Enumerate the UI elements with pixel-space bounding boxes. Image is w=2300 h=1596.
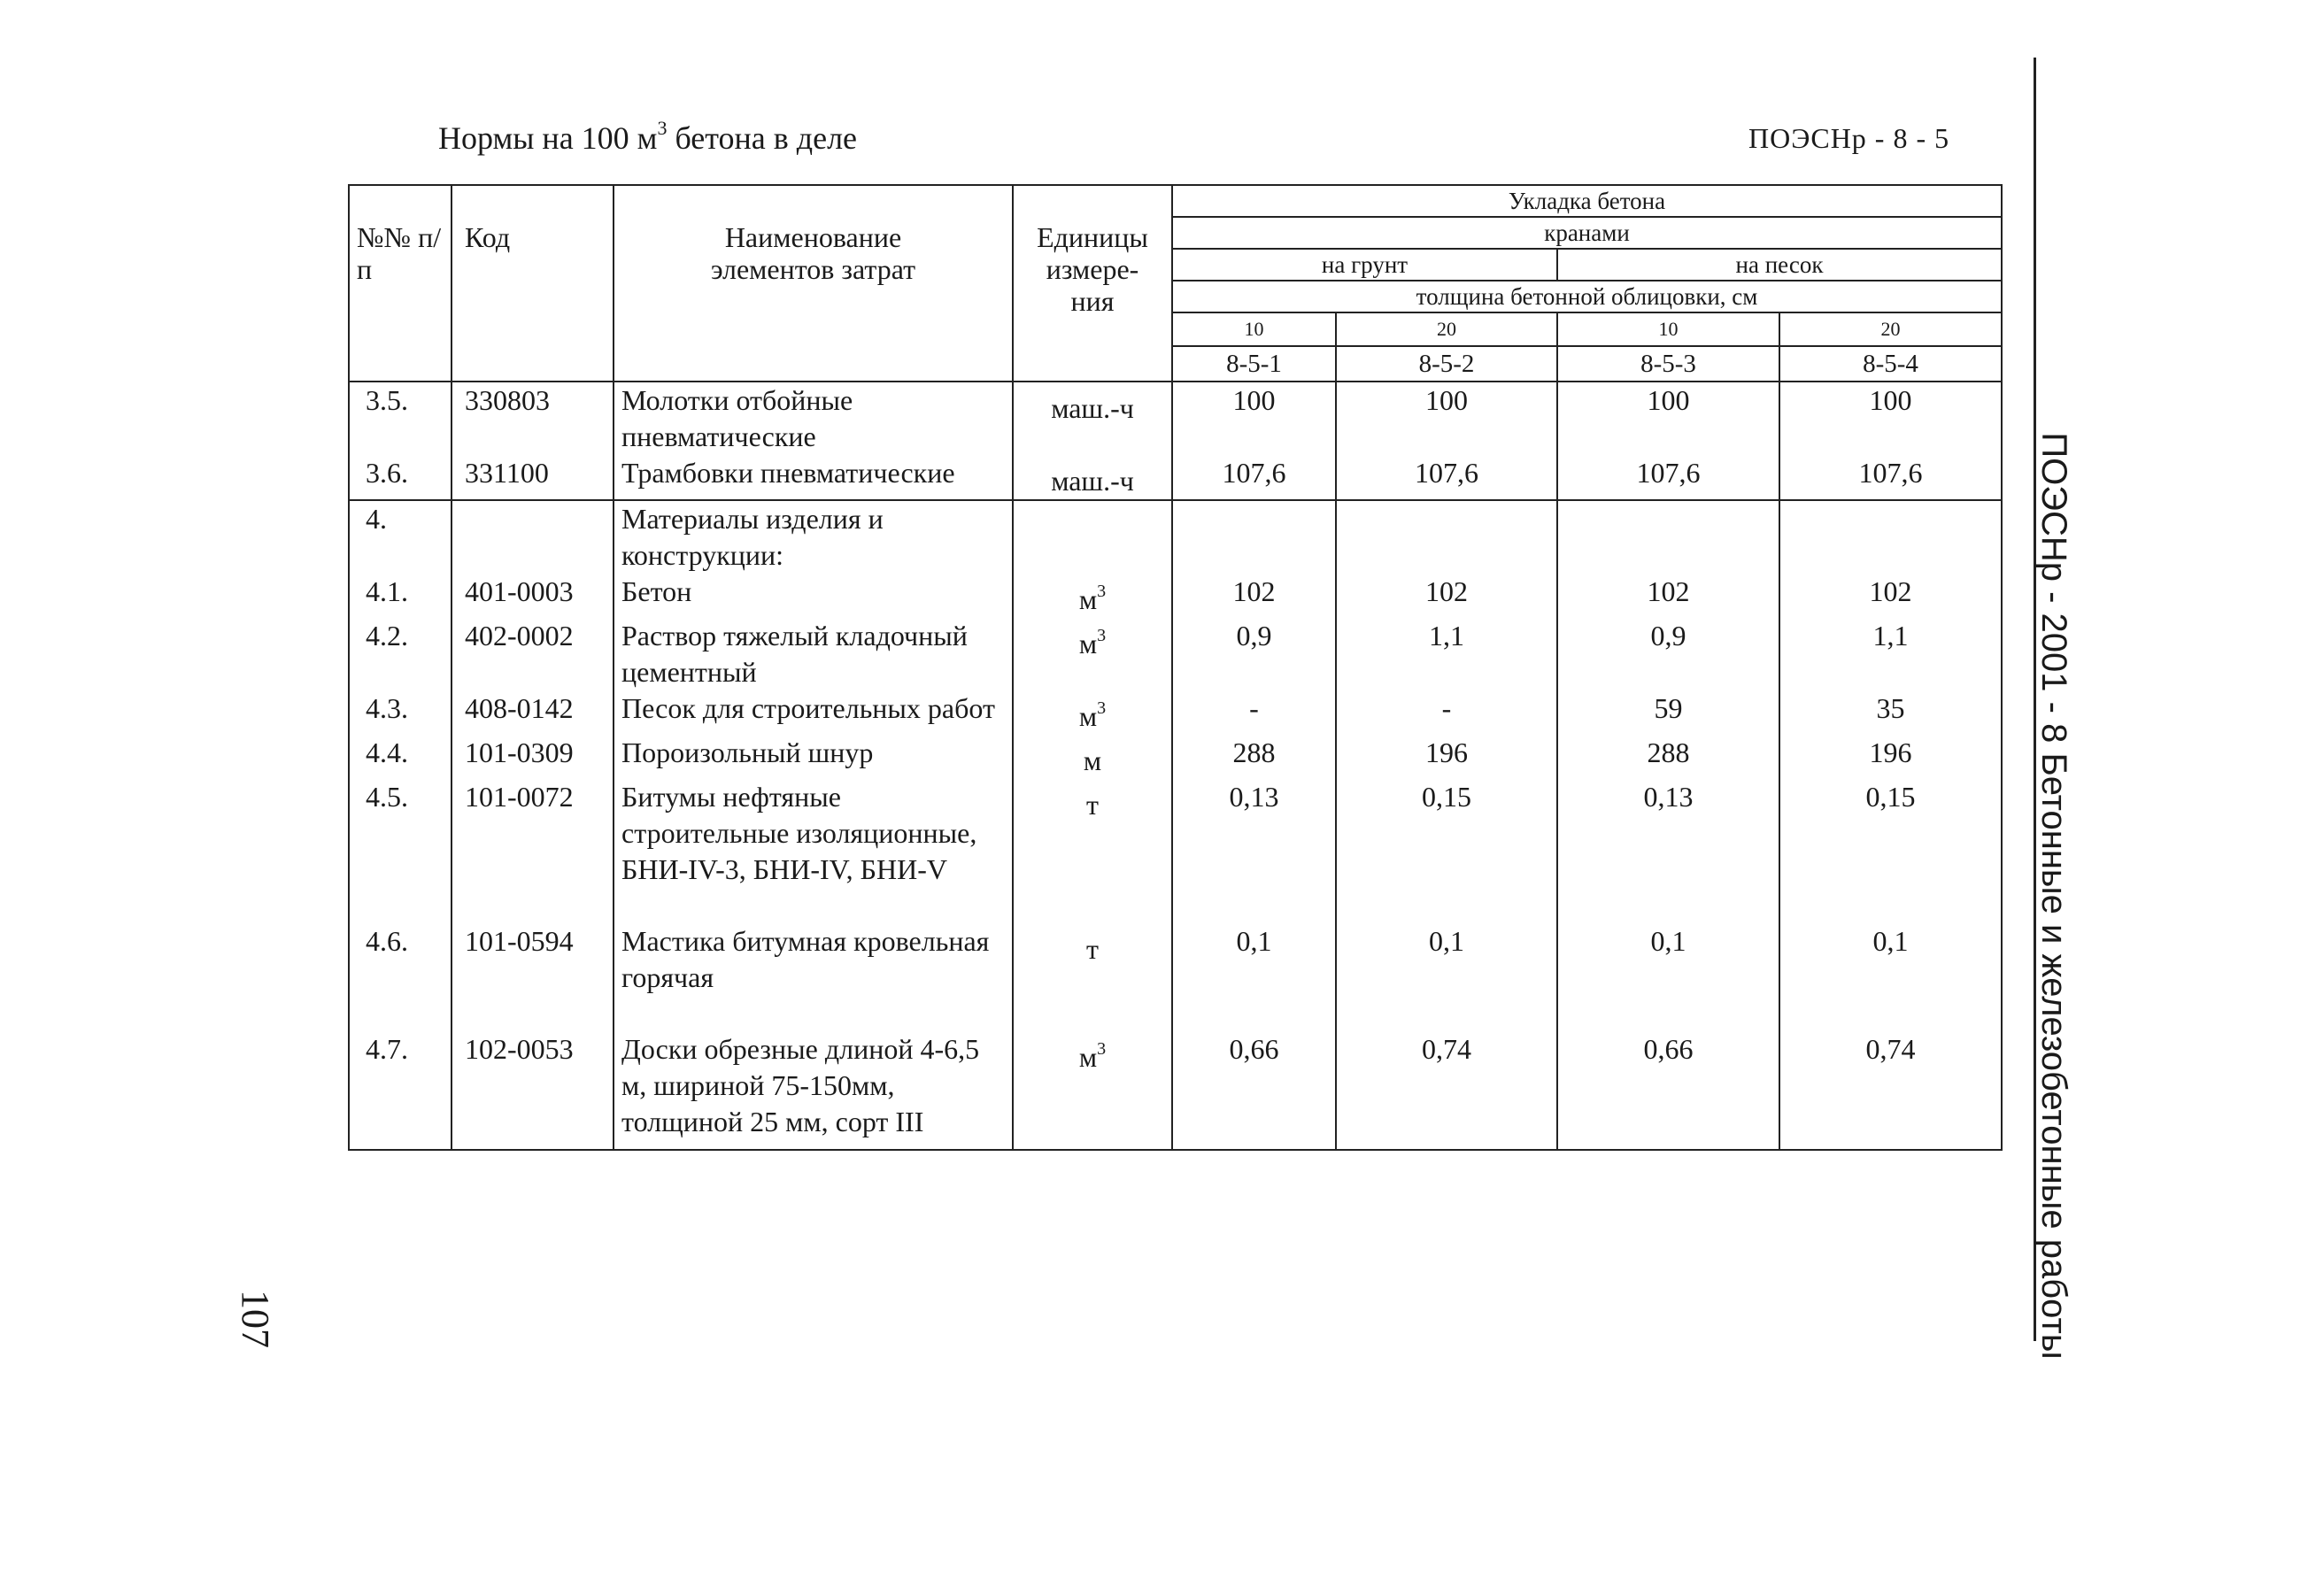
row-name: Пороизольный шнур <box>614 735 1013 779</box>
row-value-4: 102 <box>1779 574 2002 618</box>
row-value-4: 35 <box>1779 690 2002 735</box>
table-header <box>349 185 2002 382</box>
header-code: Код <box>452 185 614 382</box>
row-num: 3.6. <box>349 455 452 500</box>
page-number: 107 <box>234 1290 277 1348</box>
row-value-1: 107,6 <box>1172 455 1336 500</box>
row-value-1: 0,66 <box>1172 1031 1336 1150</box>
header-thickness-3: 10 <box>1557 312 1779 346</box>
row-name: Трамбовки пневматические <box>614 455 1013 500</box>
unit-text: маш.-ч <box>1051 465 1134 497</box>
header-thickness-4: 20 <box>1779 312 2002 346</box>
row-unit <box>1013 779 1172 923</box>
row-value-1: 0,13 <box>1172 779 1336 923</box>
row-name: Песок для строительных работ <box>614 690 1013 735</box>
row-num: 4.2. <box>349 618 452 690</box>
row-value-2 <box>1336 500 1557 574</box>
row-unit <box>1013 923 1172 1031</box>
row-value-3: 0,9 <box>1557 618 1779 690</box>
row-value-3: 0,66 <box>1557 1031 1779 1150</box>
row-value-1: - <box>1172 690 1336 735</box>
unit-text: маш.-ч <box>1051 392 1134 424</box>
unit-superscript: 3 <box>1097 1039 1107 1059</box>
side-section-title: ПОЭСНр - 2001 - 8 Бетонные и железобетонные работы <box>2034 432 2073 1360</box>
unit-text: т <box>1086 789 1099 821</box>
row-value-4: 0,1 <box>1779 923 2002 1031</box>
table-row <box>349 779 2002 923</box>
table-row <box>349 735 2002 779</box>
unit-text: м <box>1078 1041 1098 1073</box>
header-col-code-4: 8-5-4 <box>1779 346 2002 382</box>
row-code: 402-0002 <box>452 618 614 690</box>
row-code: 101-0594 <box>452 923 614 1031</box>
row-value-4: 196 <box>1779 735 2002 779</box>
row-name: Битумы нефтяные строительные изоляционные, БНИ-IV-3, БНИ-IV, БНИ-V <box>614 779 1013 923</box>
row-unit <box>1013 574 1172 618</box>
row-value-1: 102 <box>1172 574 1336 618</box>
row-unit <box>1013 455 1172 500</box>
table-body <box>349 382 2002 1150</box>
unit-text: т <box>1086 933 1099 965</box>
row-value-2: 0,1 <box>1336 923 1557 1031</box>
unit-superscript: 3 <box>1097 698 1107 718</box>
header-thickness-1: 10 <box>1172 312 1336 346</box>
row-unit <box>1013 735 1172 779</box>
row-value-3: 102 <box>1557 574 1779 618</box>
table-row <box>349 500 2002 574</box>
table-row <box>349 382 2002 455</box>
page-title <box>438 117 857 157</box>
row-name: Раствор тяжелый кладочный цементный <box>614 618 1013 690</box>
unit-text: м <box>1083 744 1102 776</box>
row-value-2: 1,1 <box>1336 618 1557 690</box>
row-name: Материалы изделия и конструкции: <box>614 500 1013 574</box>
title-superscript: 3 <box>657 117 668 139</box>
row-num: 4.4. <box>349 735 452 779</box>
row-value-2: 0,15 <box>1336 779 1557 923</box>
row-unit <box>1013 382 1172 455</box>
row-code: 101-0309 <box>452 735 614 779</box>
row-num: 4.1. <box>349 574 452 618</box>
row-num: 4.3. <box>349 690 452 735</box>
row-value-2: 0,74 <box>1336 1031 1557 1150</box>
unit-text: м <box>1078 583 1098 615</box>
row-code: 401-0003 <box>452 574 614 618</box>
row-num: 4.5. <box>349 779 452 923</box>
row-code: 101-0072 <box>452 779 614 923</box>
header-subgroup: кранами <box>1172 217 2002 249</box>
row-name: Молотки отбойные пневматические <box>614 382 1013 455</box>
row-value-4: 0,74 <box>1779 1031 2002 1150</box>
unit-text: м <box>1078 700 1098 732</box>
row-name: Бетон <box>614 574 1013 618</box>
unit-text: м <box>1078 628 1098 659</box>
row-value-1: 100 <box>1172 382 1336 455</box>
header-col-code-1: 8-5-1 <box>1172 346 1336 382</box>
row-value-3: 100 <box>1557 382 1779 455</box>
header-col-code-2: 8-5-2 <box>1336 346 1557 382</box>
header-num: №№ п/п <box>349 185 452 382</box>
row-value-3: 107,6 <box>1557 455 1779 500</box>
row-num: 3.5. <box>349 382 452 455</box>
table-code: ПОЭСНр - 8 - 5 <box>1748 122 1950 154</box>
row-value-1 <box>1172 500 1336 574</box>
table-row <box>349 923 2002 1031</box>
row-value-2: 102 <box>1336 574 1557 618</box>
header-unit: Единицы измере-ния <box>1013 185 1172 382</box>
header-thickness-2: 20 <box>1336 312 1557 346</box>
row-unit <box>1013 500 1172 574</box>
row-code <box>452 500 614 574</box>
title-prefix: Нормы на 100 м <box>438 120 658 156</box>
header-on-sand: на песок <box>1557 249 2002 281</box>
header-on-ground: на грунт <box>1172 249 1557 281</box>
row-value-4: 0,15 <box>1779 779 2002 923</box>
row-value-2: 196 <box>1336 735 1557 779</box>
row-value-4: 1,1 <box>1779 618 2002 690</box>
row-unit <box>1013 1031 1172 1150</box>
table-row <box>349 690 2002 735</box>
norms-table <box>348 184 2003 1151</box>
row-code: 330803 <box>452 382 614 455</box>
row-value-4: 100 <box>1779 382 2002 455</box>
row-name: Доски обрезные длиной 4-6,5 м, шириной 75-150мм, толщиной 25 мм, сорт III <box>614 1031 1013 1150</box>
row-value-3: 0,1 <box>1557 923 1779 1031</box>
row-code: 331100 <box>452 455 614 500</box>
header-group: Укладка бетона <box>1172 185 2002 217</box>
unit-superscript: 3 <box>1097 582 1107 601</box>
row-value-1: 0,9 <box>1172 618 1336 690</box>
row-value-2: - <box>1336 690 1557 735</box>
row-code: 408-0142 <box>452 690 614 735</box>
table-row <box>349 1031 2002 1150</box>
row-value-4: 107,6 <box>1779 455 2002 500</box>
row-name: Мастика битумная кровельная горячая <box>614 923 1013 1031</box>
row-value-3: 288 <box>1557 735 1779 779</box>
table-row <box>349 574 2002 618</box>
unit-superscript: 3 <box>1097 626 1107 645</box>
header-col-code-3: 8-5-3 <box>1557 346 1779 382</box>
table-row <box>349 455 2002 500</box>
title-suffix: бетона в деле <box>675 120 858 156</box>
row-unit <box>1013 690 1172 735</box>
row-value-1: 288 <box>1172 735 1336 779</box>
row-value-2: 107,6 <box>1336 455 1557 500</box>
row-num: 4.6. <box>349 923 452 1031</box>
row-value-4 <box>1779 500 2002 574</box>
row-unit <box>1013 618 1172 690</box>
row-value-2: 100 <box>1336 382 1557 455</box>
row-value-3: 0,13 <box>1557 779 1779 923</box>
row-value-3: 59 <box>1557 690 1779 735</box>
row-code: 102-0053 <box>452 1031 614 1150</box>
row-num: 4. <box>349 500 452 574</box>
row-value-3 <box>1557 500 1779 574</box>
row-value-1: 0,1 <box>1172 923 1336 1031</box>
row-num: 4.7. <box>349 1031 452 1150</box>
table-row <box>349 618 2002 690</box>
header-thickness: толщина бетонной облицовки, см <box>1172 281 2002 312</box>
header-name: Наименование элементов затрат <box>614 185 1013 382</box>
